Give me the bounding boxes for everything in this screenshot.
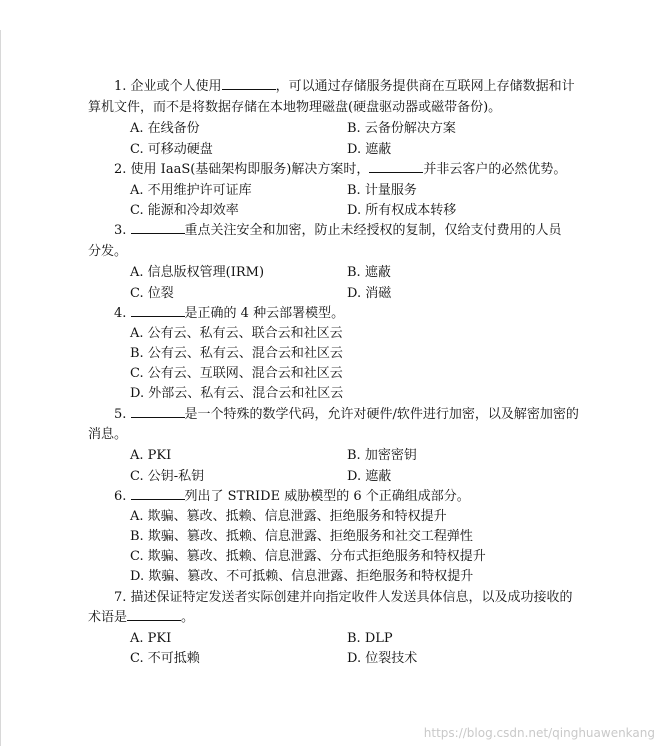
option-c: C. 不可抵赖 [130, 651, 200, 666]
option-d: D. 遮蔽 [347, 142, 392, 157]
option-b: B. 加密密钥 [347, 448, 417, 463]
question-number: 4. [114, 306, 127, 321]
question-number: 1. [114, 79, 127, 94]
stem-text: 是正确的 4 种云部署模型。 [184, 306, 345, 321]
stem-text: 描述保证特定发送者实际创建并向指定收件人发送具体信息，以及成功接收的 [130, 590, 573, 605]
option-d: D. 遮蔽 [347, 469, 392, 484]
question-stem [114, 161, 566, 179]
page-left-edge [0, 30, 1, 746]
stem-text: 重点关注安全和加密，防止未经授权的复制，仅给支付费用的人员 [184, 223, 562, 238]
question-number: 5. [114, 407, 127, 422]
option-a: A. PKI [130, 448, 172, 463]
option-d: D. 位裂技术 [347, 651, 418, 666]
stem-text: 术语是 [88, 610, 128, 625]
stem-text: 使用 IaaS(基础架构即服务)解决方案时， [130, 162, 370, 177]
answer-blank [131, 222, 185, 234]
question-number: 7. [114, 590, 127, 605]
option-d: D. 消磁 [347, 286, 392, 301]
option-a: A. PKI [130, 631, 172, 646]
option-b: B. 遮蔽 [347, 265, 391, 280]
watermark-url: https://blog.csdn.net/qinghuawenkang [423, 726, 655, 740]
option-c: C. 欺骗、篡改、抵赖、信息泄露、分布式拒绝服务和特权提升 [130, 549, 486, 564]
option-a: A. 不用维护许可证库 [130, 183, 252, 198]
option-b: B. DLP [347, 631, 393, 646]
answer-blank [369, 161, 423, 173]
stem-text: 。 [181, 610, 195, 625]
option-c: C. 可移动硬盘 [130, 142, 213, 157]
stem-text: 并非云客户的必然优势。 [423, 162, 567, 177]
option-b: B. 计量服务 [347, 183, 417, 198]
option-a: A. 公有云、私有云、联合云和社区云 [130, 326, 343, 341]
option-c: C. 公有云、互联网、混合云和社区云 [130, 366, 343, 381]
option-b: B. 公有云、私有云、混合云和社区云 [130, 346, 343, 361]
option-c: C. 能源和冷却效率 [130, 203, 239, 218]
answer-blank [131, 305, 185, 317]
option-c: C. 位裂 [130, 286, 174, 301]
option-b: B. 欺骗、篡改、抵赖、信息泄露、拒绝服务和社交工程弹性 [130, 529, 473, 544]
stem-continuation: 消息。 [88, 427, 128, 442]
question-stem [114, 589, 573, 607]
stem-text: 是一个特殊的数学代码，允许对硬件/软件进行加密，以及解密加密的 [184, 407, 579, 422]
question-stem [114, 488, 470, 506]
stem-continuation: 分发。 [88, 244, 128, 259]
stem-text: ，可以通过存储服务提供商在互联网上存储数据和计 [275, 79, 575, 94]
option-b: B. 云备份解决方案 [347, 121, 456, 136]
question-stem [114, 406, 579, 424]
question-stem [114, 305, 344, 323]
answer-blank [131, 406, 185, 418]
stem-continuation: 算机文件，而不是将数据存储在本地物理磁盘(硬盘驱动器或磁带备份)。 [88, 100, 502, 115]
option-d: D. 所有权成本转移 [347, 203, 457, 218]
question-number: 6. [114, 489, 127, 504]
option-a: A. 欺骗、篡改、抵赖、信息泄露、拒绝服务和特权提升 [130, 509, 447, 524]
option-a: A. 信息版权管理(IRM) [130, 265, 265, 280]
stem-text: 列出了 STRIDE 威胁模型的 6 个正确组成部分。 [184, 489, 470, 504]
stem-text: 企业或个人使用 [130, 79, 222, 94]
question-stem [114, 78, 575, 96]
option-a: A. 在线备份 [130, 121, 200, 136]
option-d: D. 外部云、私有云、混合云和社区云 [130, 386, 344, 401]
option-c: C. 公钥-私钥 [130, 469, 205, 484]
answer-blank [222, 78, 276, 90]
answer-blank [131, 488, 185, 500]
question-number: 3. [114, 223, 127, 238]
answer-blank [127, 609, 181, 621]
question-stem [114, 222, 562, 240]
stem-continuation [88, 609, 194, 627]
question-number: 2. [114, 162, 127, 177]
option-d: D. 欺骗、篡改、不可抵赖、信息泄露、拒绝服务和特权提升 [130, 569, 474, 584]
